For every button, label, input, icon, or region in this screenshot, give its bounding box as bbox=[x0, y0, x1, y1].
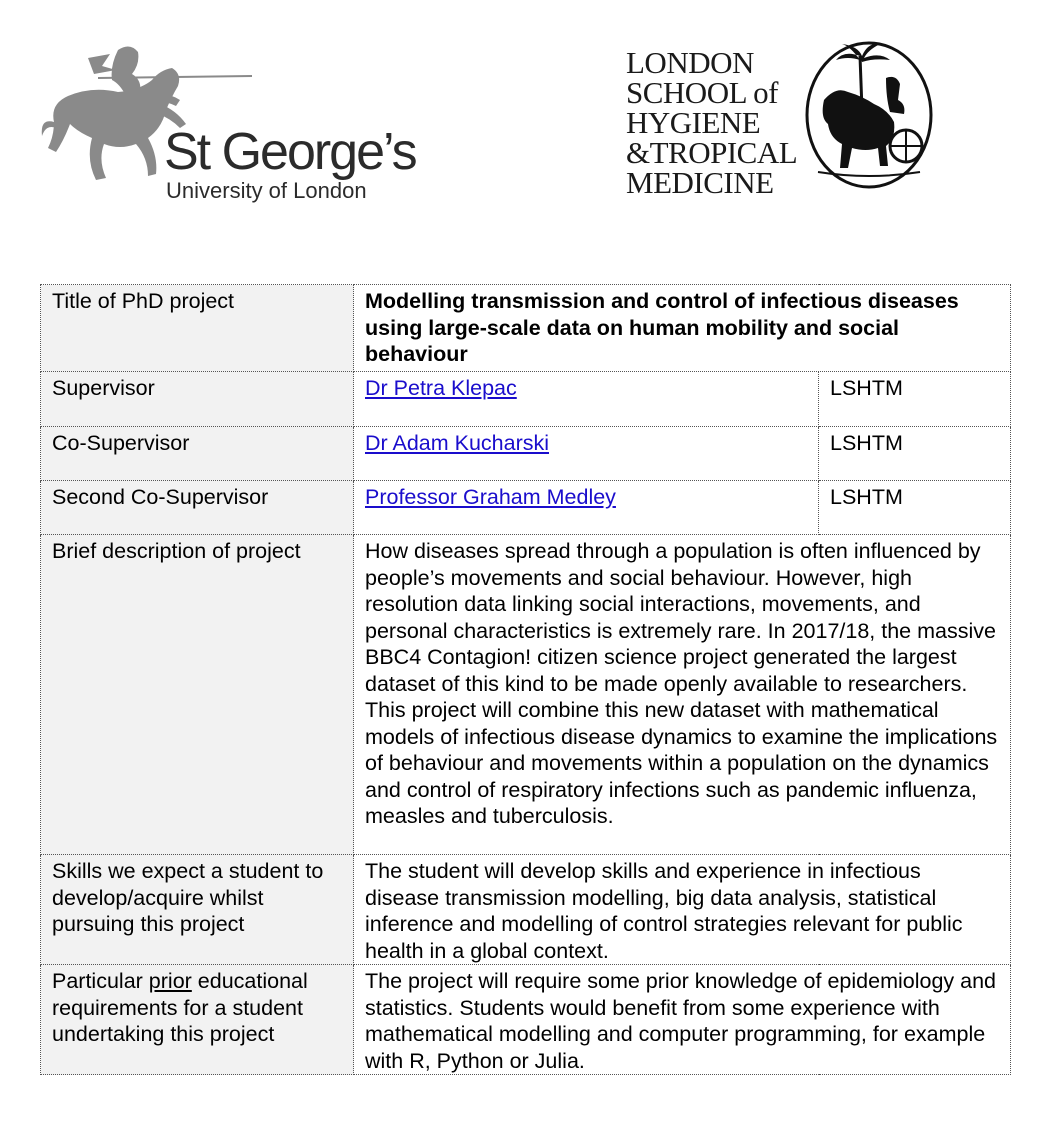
skills-text: The student will develop skills and experience in infectious disease transmission modelling, big data analysis, statistical inference and modelling of control strategies relevant for public health in a global context. bbox=[354, 855, 1011, 965]
table-row bbox=[41, 372, 1011, 427]
lshtm-line-3: HYGIENE bbox=[626, 105, 761, 140]
co-supervisor-cell bbox=[354, 427, 819, 481]
table-row bbox=[41, 855, 1011, 965]
second-co-supervisor-cell bbox=[354, 481, 819, 535]
second-co-supervisor-link[interactable]: Professor Graham Medley bbox=[365, 485, 616, 509]
requirements-label-start: Particular bbox=[52, 969, 149, 993]
requirements-label bbox=[41, 965, 354, 1075]
project-title: Modelling transmission and control of infectious diseases using large-scale data on human mobility and social behaviour bbox=[354, 285, 1011, 372]
requirements-label-end: educational requirements for a student undertaking this project bbox=[52, 969, 308, 1046]
table-row bbox=[41, 535, 1011, 855]
lshtm-line-1: LONDON bbox=[626, 45, 754, 80]
st-georges-logo bbox=[40, 40, 416, 210]
supervisor-link[interactable]: Dr Petra Klepac bbox=[365, 376, 517, 400]
table-row bbox=[41, 481, 1011, 535]
second-co-supervisor-label: Second Co-Supervisor bbox=[41, 481, 354, 535]
project-table bbox=[40, 284, 1011, 1075]
second-co-supervisor-institution: LSHTM bbox=[819, 481, 1011, 535]
requirements-text: The project will require some prior knowledge of epidemiology and statistics. Students would benefit from some experience with mathematical modelling and computer programming, for example with R, Python or Julia. bbox=[354, 965, 1011, 1075]
table-row bbox=[41, 285, 1011, 372]
lshtm-logo bbox=[622, 38, 942, 198]
lshtm-wordmark bbox=[626, 45, 798, 200]
description-label: Brief description of project bbox=[41, 535, 354, 855]
supervisor-label: Supervisor bbox=[41, 372, 354, 427]
lshtm-line-5: MEDICINE bbox=[626, 165, 774, 200]
lshtm-line-2: SCHOOL of bbox=[626, 75, 778, 110]
logo-subtitle: University of London bbox=[166, 178, 367, 203]
supervisor-institution: LSHTM bbox=[819, 372, 1011, 427]
table-row bbox=[41, 427, 1011, 481]
chariot-seal-icon bbox=[802, 38, 936, 192]
project-description: How diseases spread through a population is often influenced by people’s movements and social behaviour. However, high resolution data linking social interactions, movements, and personal characteristics is extremely rare. In 2017/18, the massive BBC4 Contagion! citizen science project generated the largest dataset of this kind to be made openly available to researchers. This project will combine this new dataset with mathematical models of infectious disease dynamics to examine the implications of behaviour and movements within a population on the dynamics and control of respiratory infections such as pandemic influenza, measles and tuberculosis. bbox=[354, 535, 1011, 855]
title-label: Title of PhD project bbox=[41, 285, 354, 372]
table-row bbox=[41, 965, 1011, 1075]
co-supervisor-institution: LSHTM bbox=[819, 427, 1011, 481]
co-supervisor-link[interactable]: Dr Adam Kucharski bbox=[365, 431, 550, 455]
co-supervisor-label: Co-Supervisor bbox=[41, 427, 354, 481]
requirements-label-prior: prior bbox=[148, 969, 192, 993]
lshtm-line-4: &TROPICAL bbox=[626, 135, 798, 170]
logo-name: St George’s bbox=[164, 123, 416, 181]
skills-label: Skills we expect a student to develop/acquire whilst pursuing this project bbox=[41, 855, 354, 965]
supervisor-cell bbox=[354, 372, 819, 427]
